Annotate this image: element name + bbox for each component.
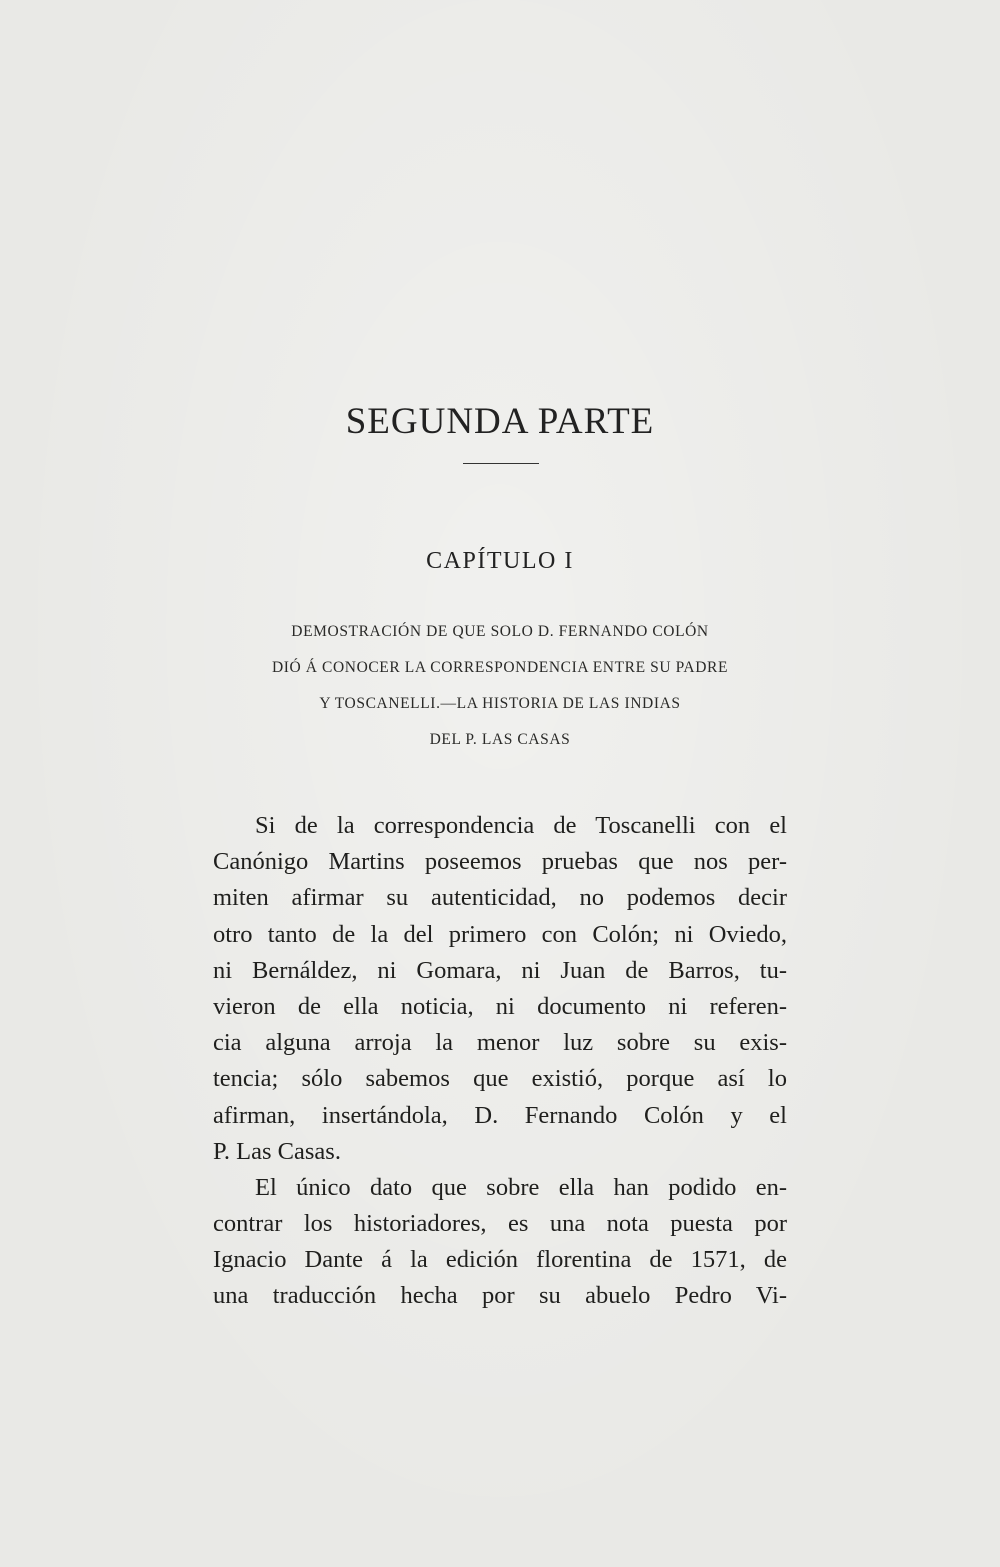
text-line: contrar los historiadores, es una nota puesta por — [213, 1210, 787, 1238]
text-line: afirman, insertándola, D. Fernando Colón y el — [213, 1101, 787, 1129]
text-line: tencia; sólo sabemos que existió, porque así lo — [213, 1065, 787, 1093]
text-line: Si de la correspondencia de Toscanelli con el — [255, 812, 787, 839]
text-line: Ignacio Dante á la edición florentina de 1571, de — [213, 1246, 787, 1274]
summary-line: Y TOSCANELLI.—LA HISTORIA DE LAS INDIAS — [319, 695, 681, 712]
text-line: ni Bernáldez, ni Gomara, ni Juan de Barros, tu- — [213, 956, 787, 984]
chapter-title: CAPÍTULO I — [426, 548, 574, 574]
body-text — [213, 808, 787, 1315]
text-line: cia alguna arroja la menor luz sobre su exis- — [213, 1029, 787, 1057]
summary-line: DIÓ Á CONOCER LA CORRESPONDENCIA ENTRE SU PADRE — [271, 659, 729, 676]
text-line: una traducción hecha por su abuelo Pedro Vi- — [213, 1282, 787, 1310]
text-line: El único dato que sobre ella han podido en- — [255, 1173, 787, 1201]
text-line: P. Las Casas. — [213, 1137, 341, 1165]
summary-line: DEMOSTRACIÓN DE QUE SOLO D. FERNANDO COLÓN — [291, 623, 709, 640]
chapter-summary — [200, 614, 800, 758]
title-rule-divider — [463, 463, 539, 464]
text-line: vieron de ella noticia, ni documento ni referen- — [213, 992, 787, 1020]
paragraph — [213, 1170, 787, 1315]
summary-line: DEL P. LAS CASAS — [429, 731, 571, 748]
text-line: miten afirmar su autenticidad, no podemos decir — [213, 884, 787, 912]
part-title: SEGUNDA PARTE — [345, 401, 655, 442]
paragraph — [213, 808, 787, 1170]
text-line: otro tanto de la del primero con Colón; ni Oviedo, — [213, 920, 787, 948]
text-line: Canónigo Martins poseemos pruebas que nos per- — [213, 848, 787, 876]
